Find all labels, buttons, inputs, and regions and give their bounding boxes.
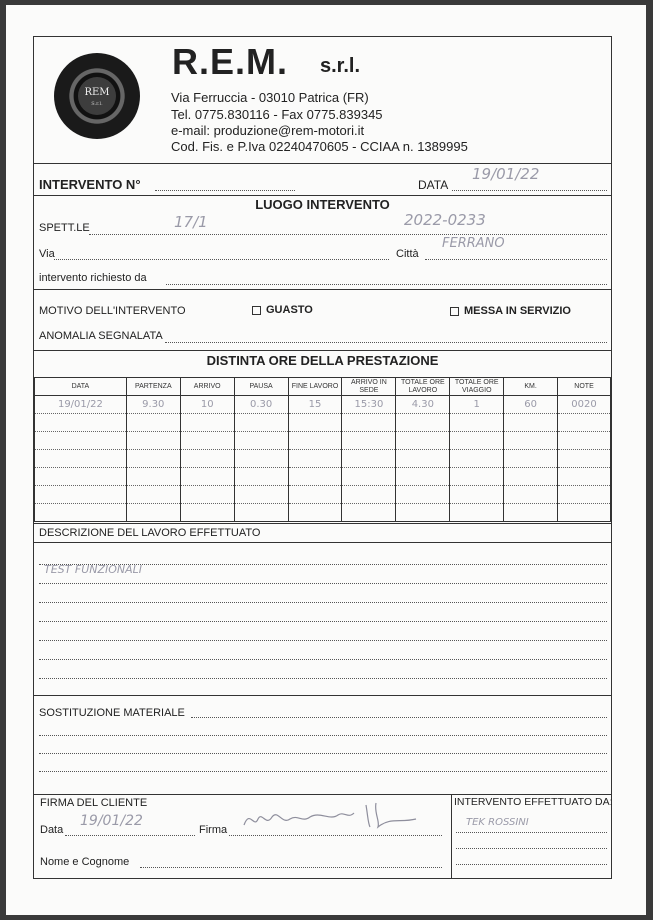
table-row bbox=[35, 450, 611, 468]
table-cell[interactable] bbox=[558, 414, 611, 432]
hours-col-header: NOTE bbox=[558, 378, 611, 396]
messa-servizio-label: MESSA IN SERVIZIO bbox=[464, 305, 571, 317]
hours-col-header: DATA bbox=[35, 378, 127, 396]
table-cell[interactable] bbox=[35, 414, 127, 432]
table-row bbox=[35, 486, 611, 504]
richiesto-field[interactable] bbox=[166, 284, 607, 285]
table-cell[interactable] bbox=[504, 486, 558, 504]
effettuato-value: TEK ROSSINI bbox=[466, 817, 529, 828]
firma-cliente-label: FIRMA DEL CLIENTE bbox=[40, 797, 148, 809]
table-cell[interactable] bbox=[396, 450, 450, 468]
table-cell[interactable]: 0.30 bbox=[234, 396, 288, 414]
table-cell[interactable] bbox=[450, 486, 504, 504]
table-cell[interactable] bbox=[450, 414, 504, 432]
table-cell[interactable] bbox=[558, 486, 611, 504]
firma-data-label: Data bbox=[40, 824, 64, 836]
spett-label: SPETT.LE bbox=[39, 222, 90, 234]
table-cell[interactable] bbox=[288, 468, 342, 486]
table-cell[interactable] bbox=[234, 486, 288, 504]
guasto-label: GUASTO bbox=[266, 304, 313, 316]
table-cell[interactable] bbox=[558, 504, 611, 522]
hours-col-header: FINE LAVORO bbox=[288, 378, 342, 396]
table-cell[interactable]: 10 bbox=[180, 396, 234, 414]
table-cell[interactable] bbox=[558, 450, 611, 468]
firma-field[interactable] bbox=[229, 835, 442, 836]
hours-col-header: TOTALE ORE VIAGGIO bbox=[450, 378, 504, 396]
table-cell[interactable] bbox=[396, 504, 450, 522]
table-cell[interactable] bbox=[126, 468, 180, 486]
firma-data-value: 19/01/22 bbox=[80, 813, 143, 829]
table-cell[interactable] bbox=[342, 504, 396, 522]
table-cell[interactable] bbox=[396, 432, 450, 450]
sostituzione-line[interactable] bbox=[39, 753, 607, 754]
effettuato-line[interactable] bbox=[456, 848, 607, 849]
hours-col-header: PAUSA bbox=[234, 378, 288, 396]
sostituzione-label: SOSTITUZIONE MATERIALE bbox=[39, 707, 185, 719]
table-cell[interactable] bbox=[35, 432, 127, 450]
nome-cognome-label: Nome e Cognome bbox=[40, 856, 130, 868]
table-cell[interactable] bbox=[180, 414, 234, 432]
company-name: R.E.M. bbox=[172, 41, 289, 82]
table-cell[interactable] bbox=[35, 450, 127, 468]
hours-col-header: KM. bbox=[504, 378, 558, 396]
luogo-title: LUOGO INTERVENTO bbox=[255, 197, 390, 212]
motivo-label: MOTIVO DELL'INTERVENTO bbox=[39, 305, 186, 317]
table-cell[interactable]: 15:30 bbox=[342, 396, 396, 414]
table-cell[interactable] bbox=[396, 486, 450, 504]
table-cell[interactable]: 15 bbox=[288, 396, 342, 414]
table-cell[interactable] bbox=[450, 504, 504, 522]
table-cell[interactable]: 60 bbox=[504, 396, 558, 414]
table-cell[interactable]: 4.30 bbox=[396, 396, 450, 414]
table-cell[interactable]: 1 bbox=[450, 396, 504, 414]
table-cell[interactable] bbox=[504, 414, 558, 432]
company-suffix: s.r.l. bbox=[320, 55, 361, 77]
table-cell[interactable] bbox=[504, 468, 558, 486]
descrizione-line[interactable] bbox=[39, 621, 607, 622]
distinta-title: DISTINTA ORE DELLA PRESTAZIONE bbox=[206, 353, 439, 368]
table-cell[interactable] bbox=[450, 432, 504, 450]
nome-cognome-field[interactable] bbox=[140, 867, 442, 868]
table-cell[interactable]: 19/01/22 bbox=[35, 396, 127, 414]
hours-col-header: ARRIVO IN SEDE bbox=[342, 378, 396, 396]
descrizione-line[interactable] bbox=[39, 564, 607, 565]
table-cell[interactable] bbox=[396, 414, 450, 432]
service-report-form bbox=[33, 36, 612, 879]
messa-servizio-option[interactable] bbox=[450, 305, 571, 317]
company-fiscal: Cod. Fis. e P.Iva 02240470605 - CCIAA n. 1389995 bbox=[171, 139, 468, 154]
guasto-option[interactable] bbox=[252, 304, 313, 316]
table-cell[interactable] bbox=[342, 450, 396, 468]
firma-divider bbox=[451, 794, 452, 878]
table-row bbox=[35, 432, 611, 450]
company-email: e-mail: produzione@rem-motori.it bbox=[171, 123, 365, 138]
table-cell[interactable] bbox=[234, 414, 288, 432]
table-cell[interactable] bbox=[180, 468, 234, 486]
table-cell[interactable] bbox=[126, 504, 180, 522]
descrizione-line[interactable] bbox=[39, 678, 607, 679]
firma-label: Firma bbox=[199, 824, 228, 836]
table-cell[interactable] bbox=[35, 504, 127, 522]
descrizione-line[interactable] bbox=[39, 583, 607, 584]
table-cell[interactable] bbox=[126, 414, 180, 432]
table-cell[interactable] bbox=[342, 486, 396, 504]
customer-signature bbox=[240, 799, 430, 833]
citta-field[interactable] bbox=[425, 259, 607, 260]
effettuato-line[interactable] bbox=[456, 832, 607, 833]
firma-data-field[interactable] bbox=[65, 835, 195, 836]
sostituzione-line[interactable] bbox=[39, 735, 607, 736]
date-value: 19/01/22 bbox=[472, 165, 540, 183]
guasto-checkbox[interactable] bbox=[252, 306, 261, 315]
descrizione-line[interactable] bbox=[39, 659, 607, 660]
logo-text: REM bbox=[84, 87, 110, 98]
table-cell[interactable] bbox=[558, 432, 611, 450]
table-cell[interactable] bbox=[288, 504, 342, 522]
intervento-number-label: INTERVENTO N° bbox=[39, 177, 141, 192]
table-cell[interactable] bbox=[234, 504, 288, 522]
descrizione-line[interactable] bbox=[39, 640, 607, 641]
table-cell[interactable] bbox=[504, 504, 558, 522]
table-cell[interactable] bbox=[450, 468, 504, 486]
citta-value: FERRANO bbox=[442, 236, 505, 251]
table-cell[interactable] bbox=[288, 432, 342, 450]
hours-col-header: ARRIVO bbox=[180, 378, 234, 396]
table-cell[interactable] bbox=[558, 468, 611, 486]
table-row bbox=[35, 504, 611, 522]
table-cell[interactable] bbox=[504, 450, 558, 468]
table-cell[interactable] bbox=[396, 468, 450, 486]
table-cell[interactable] bbox=[234, 432, 288, 450]
effettuato-label: INTERVENTO EFFETTUATO DA: bbox=[454, 796, 613, 808]
table-row bbox=[35, 396, 611, 414]
effettuato-line[interactable] bbox=[456, 864, 607, 865]
intervento-number-field[interactable] bbox=[155, 190, 295, 191]
spett-field[interactable] bbox=[89, 234, 607, 235]
table-cell[interactable] bbox=[126, 450, 180, 468]
table-cell[interactable]: 9.30 bbox=[126, 396, 180, 414]
spett-value: 17/1 bbox=[174, 213, 208, 231]
table-cell[interactable] bbox=[35, 486, 127, 504]
table-cell[interactable] bbox=[504, 432, 558, 450]
table-cell[interactable] bbox=[180, 450, 234, 468]
table-cell[interactable] bbox=[35, 468, 127, 486]
company-phone: Tel. 0775.830116 - Fax 0775.839345 bbox=[171, 107, 383, 122]
hours-col-header: PARTENZA bbox=[126, 378, 180, 396]
richiesto-label: intervento richiesto da bbox=[39, 272, 147, 284]
table-cell[interactable] bbox=[342, 414, 396, 432]
anomalia-label: ANOMALIA SEGNALATA bbox=[39, 330, 163, 342]
table-cell[interactable] bbox=[234, 468, 288, 486]
table-cell[interactable] bbox=[180, 486, 234, 504]
table-cell[interactable] bbox=[288, 414, 342, 432]
logo-subtext: S.r.l. bbox=[91, 101, 103, 107]
date-label: DATA bbox=[418, 178, 449, 192]
via-label: Via bbox=[39, 248, 55, 260]
code-value: 2022-0233 bbox=[404, 211, 486, 229]
table-cell[interactable] bbox=[126, 486, 180, 504]
sostituzione-line[interactable] bbox=[191, 717, 607, 718]
table-cell[interactable] bbox=[180, 432, 234, 450]
hours-table bbox=[34, 377, 611, 522]
sostituzione-line[interactable] bbox=[39, 771, 607, 772]
date-field[interactable] bbox=[452, 190, 607, 191]
table-cell[interactable] bbox=[342, 468, 396, 486]
descrizione-value: TEST FUNZIONALI bbox=[44, 563, 143, 576]
table-cell[interactable] bbox=[234, 450, 288, 468]
table-cell[interactable] bbox=[126, 432, 180, 450]
table-row bbox=[35, 468, 611, 486]
table-cell[interactable] bbox=[180, 504, 234, 522]
anomalia-field[interactable] bbox=[165, 342, 607, 343]
company-address: Via Ferruccia - 03010 Patrica (FR) bbox=[171, 90, 369, 105]
descrizione-line[interactable] bbox=[39, 602, 607, 603]
citta-label: Città bbox=[396, 248, 419, 260]
company-logo bbox=[54, 53, 140, 139]
table-cell[interactable] bbox=[450, 450, 504, 468]
table-cell[interactable] bbox=[288, 450, 342, 468]
messa-servizio-checkbox[interactable] bbox=[450, 307, 459, 316]
table-cell[interactable]: 0020 bbox=[558, 396, 611, 414]
hours-header-row bbox=[35, 378, 611, 396]
table-row bbox=[35, 414, 611, 432]
hours-col-header: TOTALE ORE LAVORO bbox=[396, 378, 450, 396]
descrizione-label: DESCRIZIONE DEL LAVORO EFFETTUATO bbox=[39, 527, 261, 539]
table-cell[interactable] bbox=[342, 432, 396, 450]
table-cell[interactable] bbox=[288, 486, 342, 504]
via-field[interactable] bbox=[54, 259, 389, 260]
